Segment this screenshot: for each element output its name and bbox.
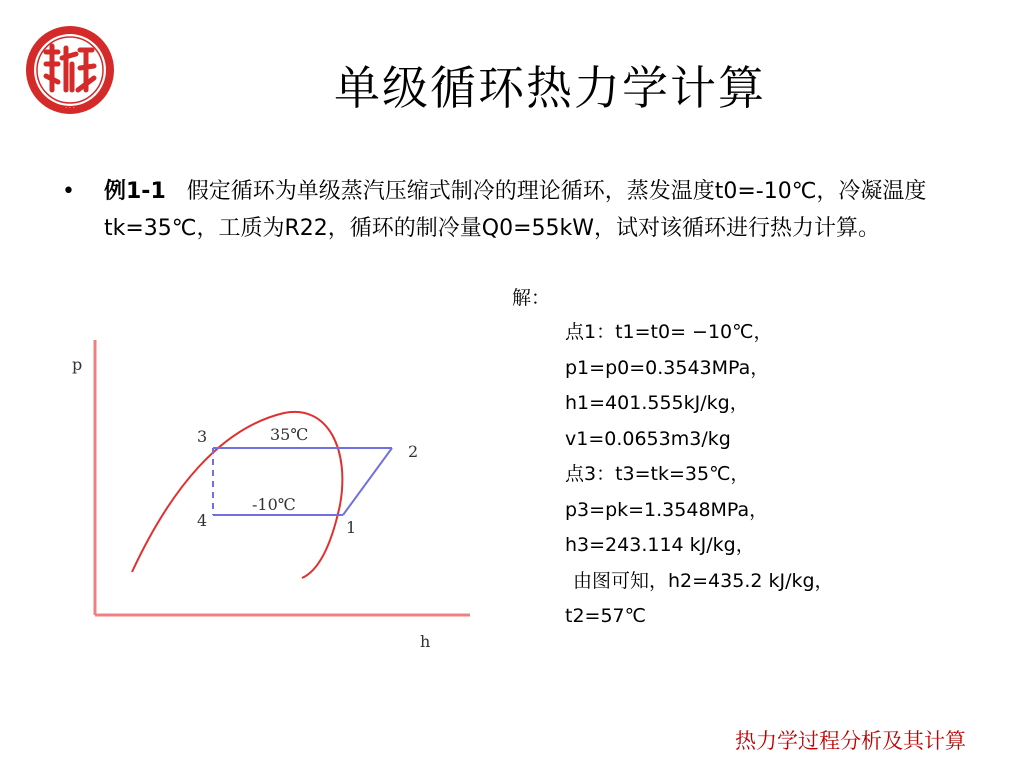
footer-caption: 热力学过程分析及其计算: [735, 729, 966, 753]
example-label: 例1-1: [104, 179, 166, 204]
cycle-line-2-1: [343, 448, 392, 515]
slide-title: 单级循环热力学计算: [334, 61, 766, 115]
example-paragraph: [62, 173, 964, 247]
solution-line: v1=0.0653m3/kg: [565, 427, 731, 450]
ph-diagram: [60, 330, 500, 660]
point-label-1: 1: [346, 518, 357, 537]
point-label-2: 2: [408, 442, 419, 461]
solution-line: h3=243.114 kJ/kg，: [565, 534, 755, 556]
solution-line: h1=401.555kJ/kg，: [565, 392, 749, 414]
svg-text:· · ·: · · ·: [65, 105, 75, 112]
solution-line: 由图可知，h2=435.2 kJ/kg，: [573, 569, 834, 592]
bullet-icon: •: [62, 179, 75, 204]
solution-block: [565, 315, 834, 635]
solution-line: p1=p0=0.3543MPa，: [565, 356, 770, 379]
example-body: 假定循环为单级蒸汽压缩式制冷的理论循环，蒸发温度t0=-10℃，冷凝温度tk=35℃，工质为R22，循环的制冷量Q0=55kW，试对该循环进行热力计算。: [104, 179, 927, 241]
point-label-3: 3: [197, 427, 208, 446]
temp-label-condensing: 35℃: [270, 425, 309, 444]
solution-line: t2=57℃: [565, 605, 646, 627]
axis-x-label: h: [420, 632, 431, 651]
point-label-4: 4: [197, 511, 208, 530]
saturation-dome: [132, 412, 342, 578]
solution-line: p3=pk=1.3548MPa，: [565, 498, 769, 521]
example-text: [104, 173, 964, 247]
temp-label-evaporating: -10℃: [252, 495, 296, 514]
solution-line: 点1：t1=t0= −10℃，: [565, 321, 773, 343]
solution-heading: 解：: [512, 287, 551, 309]
axis-y-label: p: [72, 355, 83, 374]
solution-line: 点3：t3=tk=35℃，: [565, 463, 750, 485]
